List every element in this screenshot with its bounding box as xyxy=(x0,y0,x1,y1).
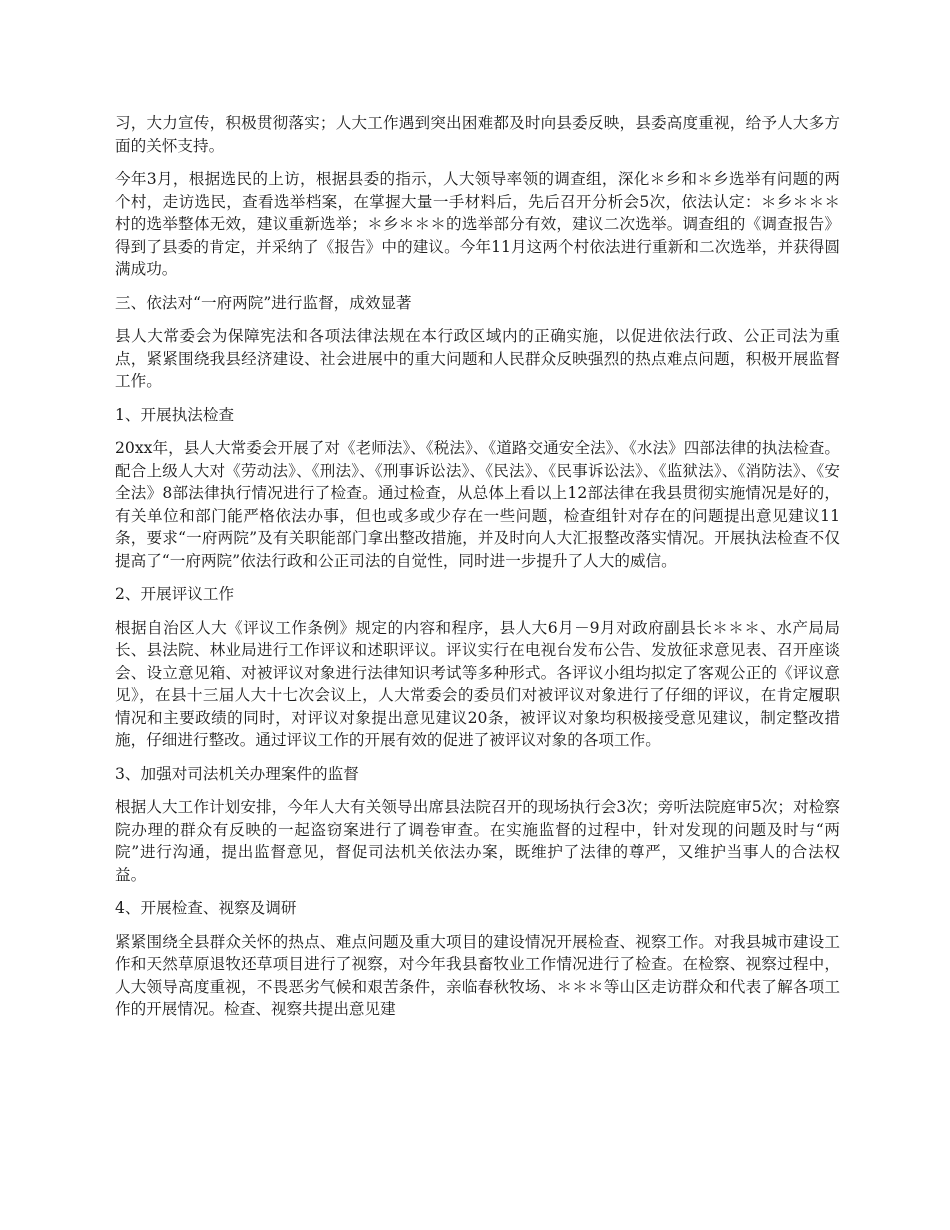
paragraph: 紧紧围绕全县群众关怀的热点、难点问题及重大项目的建设情况开展检查、视察工作。对我县城市建设工作和天然草原退牧还草项目进行了视察，对今年我县畜牧业工作情况进行了检查。在检察、视察过程中，人大领导高度重视，不畏恶劣气候和艰苦条件，亲临春秋牧场、＊＊＊等山区走访群众和代表了解各项工作的开展情况。检查、视察共提出意见建 xyxy=(115,932,840,1018)
paragraph: 今年3月，根据选民的上访，根据县委的指示，人大领导率领的调查组，深化＊乡和＊乡选举有问题的两个村，走访选民，查看选举档案，在掌握大量一手材料后，先后召开分析会5次，依法认定：＊乡＊＊＊村的选举整体无效，建议重新选举；＊乡＊＊＊的选举部分有效，建议二次选举。调查组的《调查报告》得到了县委的肯定，并采纳了《报告》中的建议。今年11月这两个村依法进行重新和二次选举，并获得圆满成功。 xyxy=(115,170,840,278)
document-body xyxy=(115,112,840,1032)
paragraph: 根据自治区人大《评议工作条例》规定的内容和程序，县人大6月－9月对政府副县长＊＊＊、水产局局长、县法院、林业局进行工作评议和述职评议。评议实行在电视台发布公告、发放征求意见表、召开座谈会、设立意见箱、对被评议对象进行法律知识考试等多种形式。各评议小组均拟定了客观公正的《评议意见》，在县十三届人大十七次会议上，人大常委会的委员们对被评议对象进行了仔细的评议，在肯定履职情况和主要政绩的同时，对评议对象提出意见建议20条，被评议对象均积极接受意见建议，制定整改措施，仔细进行整改。通过评议工作的开展有效的促进了被评议对象的各项工作。 xyxy=(115,618,840,749)
paragraph: 根据人大工作计划安排，今年人大有关领导出席县法院召开的现场执行会3次；旁听法院庭审5次；对检察院办理的群众有反映的一起盗窃案进行了调卷审查。在实施监督的过程中，针对发现的问题及时与“两院”进行沟通，提出监督意见，督促司法机关依法办案，既维护了法律的尊严，又维护当事人的合法权益。 xyxy=(115,798,840,884)
subsection-heading: 1、开展执法检查 xyxy=(115,405,235,424)
paragraph: 习，大力宣传，积极贯彻落实；人大工作遇到突出困难都及时向县委反映，县委高度重视，给予人大多方面的关怀支持。 xyxy=(115,114,840,155)
paragraph: 20xx年，县人大常委会开展了对《老师法》、《税法》、《道路交通安全法》、《水法》四部法律的执法检查。配合上级人大对《劳动法》、《刑法》、《刑事诉讼法》、《民法》、《民事诉讼法》、《监狱法》、《消防法》、《安全法》8部法律执行情况进行了检查。通过检查，从总体上看以上12部法律在我县贯彻实施情况是好的，有关单位和部门能严格依法办事，但也或多或少存在一些问题，检查组针对存在的问题提出意见建议11条，要求“一府两院”及有关职能部门拿出整改措施，并及时向人大汇报整改落实情况。开展执法检查不仅提高了“一府两院”依法行政和公正司法的自觉性，同时进一步提升了人大的威信。 xyxy=(115,439,840,570)
paragraph: 县人大常委会为保障宪法和各项法律法规在本行政区域内的正确实施，以促进依法行政、公正司法为重点，紧紧围绕我县经济建设、社会进展中的重大问题和人民群众反映强烈的热点难点问题，积极开展监督工作。 xyxy=(115,327,840,390)
section-heading: 三、依法对“一府两院”进行监督，成效显著 xyxy=(115,293,412,312)
subsection-heading: 2、开展评议工作 xyxy=(115,585,235,603)
subsection-heading: 4、开展检查、视察及调研 xyxy=(115,899,297,917)
subsection-heading: 3、加强对司法机关办理案件的监督 xyxy=(115,764,359,783)
